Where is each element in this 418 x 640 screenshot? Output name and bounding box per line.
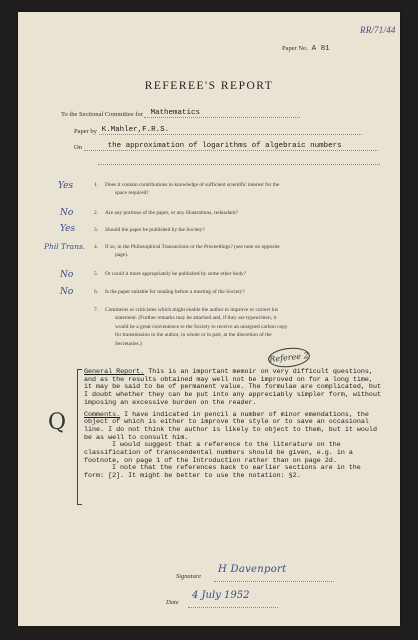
signature-value: H Davenport — [218, 564, 287, 575]
answer-3: Yes — [60, 224, 76, 234]
signature-label: Signature — [176, 573, 202, 580]
form-title: REFEREE'S REPORT — [144, 80, 274, 92]
paper-number-value: A 81 — [311, 45, 330, 53]
question-1: 1. Does it contain contributions to knowledge of sufficient scientific interest for the space required? — [94, 182, 280, 197]
answer-2: No — [60, 208, 74, 218]
date-label: Date — [166, 599, 179, 606]
paper-by-label: Paper by — [74, 128, 97, 135]
catalogue-reference: RR/71/44 — [360, 25, 396, 35]
date-line — [188, 607, 278, 608]
question-2: 2. Are any portions of the paper, or any illustrations, redundant? — [94, 210, 238, 216]
addressee-line — [61, 109, 300, 118]
paper-by-value: K.Mahler,F.R.S. — [101, 126, 170, 134]
report-body — [84, 369, 384, 481]
general-report — [84, 369, 384, 408]
comments-text-2: I would suggest that a reference to the literature on the classification of transcendental numbers should be given, e.g. in a footnote, on page 1 of the Introduction rather than on page 2d. — [84, 441, 353, 465]
answer-5: No — [60, 270, 74, 280]
addressee-value: Mathematics — [150, 109, 200, 117]
signature-line — [214, 581, 334, 582]
paper-by-line — [74, 126, 362, 135]
comments — [84, 412, 384, 443]
comments-text-1: I have indicated in pencil a number of minor emendations, the object of which is either to improve the style or to save an occasional line. I do not think the author is likely to object to them, but it would be as well to consult him. — [84, 410, 377, 442]
date-value: 4 July 1952 — [192, 590, 250, 601]
blank-dotted-line — [98, 164, 380, 165]
on-line — [74, 142, 378, 151]
margin-bracket — [77, 369, 82, 505]
addressee-label: To the Sectional Committee for — [61, 111, 143, 118]
answer-1: Yes — [58, 181, 74, 191]
question-6: 6. Is the paper suitable for reading before a meeting of the Society? — [94, 289, 245, 295]
general-report-heading: General Report. — [84, 368, 145, 376]
on-label: On — [74, 144, 82, 151]
paper-number-label: Paper No. — [282, 45, 308, 52]
question-5: 5. Or could it more appropriately be published by some other body? — [94, 271, 247, 277]
referee-tag: Referee 2 — [267, 346, 311, 369]
question-4: 4. If so, in the Philosophical Transactions or the Proceedings? (see note on opposite page). — [94, 244, 280, 259]
general-report-text: This is an important memoir on very difficult questions, and as the results obtained may well not be improved on for a long time, it may be said to be of permanent value. The formulae are complicated, but I doubt whether they can be put into any appreciably simpler form, without imposing an excessive burden on the reader. — [84, 368, 381, 407]
question-3: 3. Should the paper be published by the Society? — [94, 227, 205, 233]
on-value: the approximation of logarithms of algebraic numbers — [107, 142, 342, 150]
comments-text-3: I note that the references back to earlier sections are in the form: [2]. It might be better to use the notation: §2. — [84, 464, 361, 481]
question-7: 7. Comments or criticisms which might enable the author to improve or correct his statement. (Further remarks may be attached and, if they are typewritten, it would be a great convenience to the Society to receive an unsigned carbon copy for transmission to the author, in whole or in part, at the discretion of the Secretaries.) — [94, 307, 288, 347]
answer-4: Phil Trans. — [44, 242, 86, 251]
comments-heading: Comments. — [84, 410, 121, 419]
answer-6: No — [60, 287, 74, 297]
paper-number — [282, 45, 330, 53]
paper-sheet — [18, 12, 400, 626]
margin-mark: Q — [48, 410, 67, 435]
